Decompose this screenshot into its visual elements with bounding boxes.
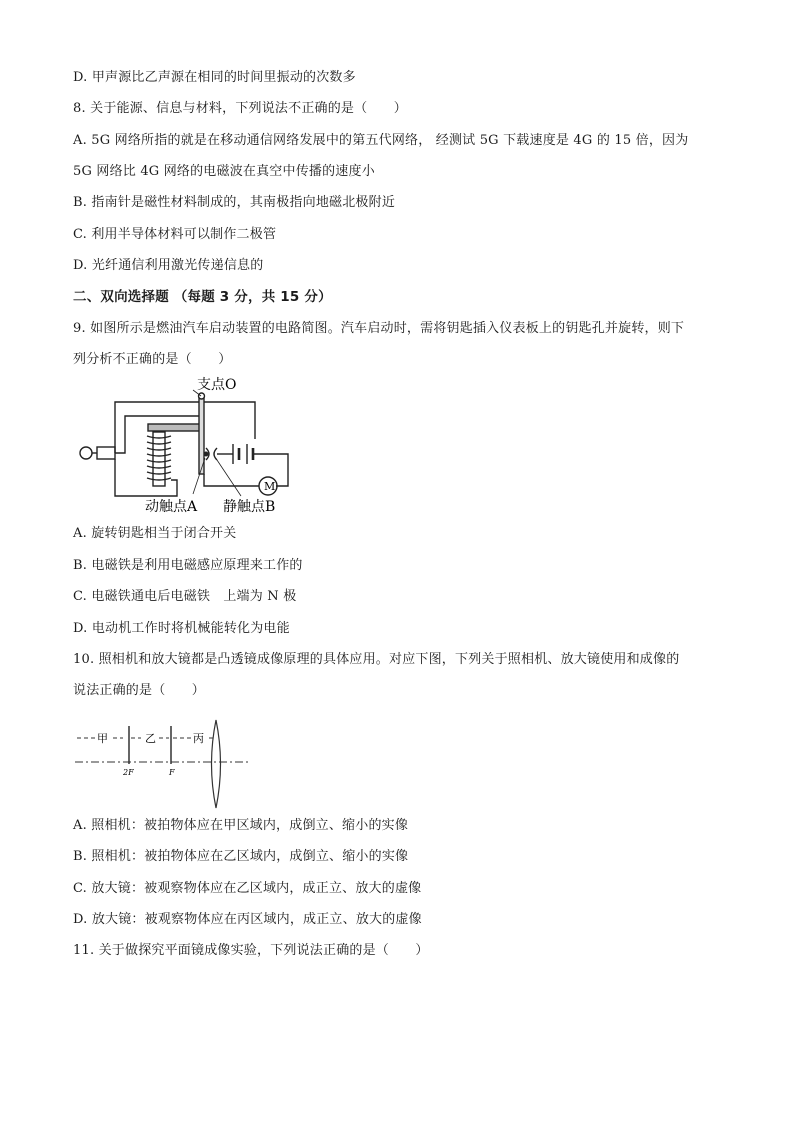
q9-option-d: D. 电动机工作时将机械能转化为电能: [73, 621, 290, 636]
q10-stem-line1: 10. 照相机和放大镜都是凸透镜成像原理的具体应用。对应下图，下列关于照相机、放大镜使用和成像的: [73, 652, 680, 667]
two-f-label: 2F: [123, 768, 134, 777]
motor-label: M: [264, 480, 276, 493]
q8-option-b: B. 指南针是磁性材料制成的，其南极指向地磁北极附近: [73, 195, 396, 210]
section-heading: 二、双向选择题 （每题 3 分，共 15 分）: [73, 289, 332, 305]
q9-option-b: B. 电磁铁是利用电磁感应原理来工作的: [73, 558, 303, 573]
q9-circuit-figure: [73, 376, 298, 518]
q11-stem: 11. 关于做探究平面镜成像实验，下列说法正确的是（ ）: [73, 943, 429, 958]
q10-option-c: C. 放大镜：被观察物体应在乙区域内，成正立、放大的虚像: [73, 881, 422, 896]
q10-option-d: D. 放大镜：被观察物体应在丙区域内，成正立、放大的虚像: [73, 912, 422, 927]
f-label: F: [169, 768, 175, 777]
q8-option-a-line1: A. 5G 网络所指的就是在移动通信网络发展中的第五代网络， 经测试 5G 下载速度是 4G 的 15 倍，因为: [73, 133, 689, 148]
moving-contact-label: 动触点A: [145, 499, 198, 515]
region-bing-label: 丙: [193, 732, 204, 745]
q8-option-d: D. 光纤通信利用激光传递信息的: [73, 258, 264, 273]
region-jia-label: 甲: [97, 732, 108, 745]
q10-option-b: B. 照相机：被拍物体应在乙区域内，成倒立、缩小的实像: [73, 849, 409, 864]
q9-option-a: A. 旋转钥匙相当于闭合开关: [73, 526, 237, 541]
q7-option-d: D. 甲声源比乙声源在相同的时间里振动的次数多: [73, 70, 356, 85]
q8-option-c: C. 利用半导体材料可以制作二极管: [73, 227, 277, 242]
q8-stem: 8. 关于能源、信息与材料，下列说法不正确的是（ ）: [73, 101, 407, 116]
q9-stem-line2: 列分析不正确的是（ ）: [73, 352, 232, 367]
q10-lens-figure: [73, 718, 253, 810]
q10-stem-line2: 说法正确的是（ ）: [73, 683, 206, 698]
q10-option-a: A. 照相机：被拍物体应在甲区域内，成倒立、缩小的实像: [73, 818, 409, 833]
region-yi-label: 乙: [145, 732, 156, 745]
pivot-label: 支点O: [197, 377, 237, 393]
static-contact-label: 静触点B: [223, 499, 276, 515]
q8-option-a-line2: 5G 网络比 4G 网络的电磁波在真空中传播的速度小: [73, 164, 375, 179]
q9-stem-line1: 9. 如图所示是燃油汽车启动装置的电路简图。汽车启动时，需将钥匙插入仪表板上的钥匙孔并旋转，则下: [73, 321, 685, 336]
q9-option-c: C. 电磁铁通电后电磁铁 上端为 N 极: [73, 589, 297, 604]
